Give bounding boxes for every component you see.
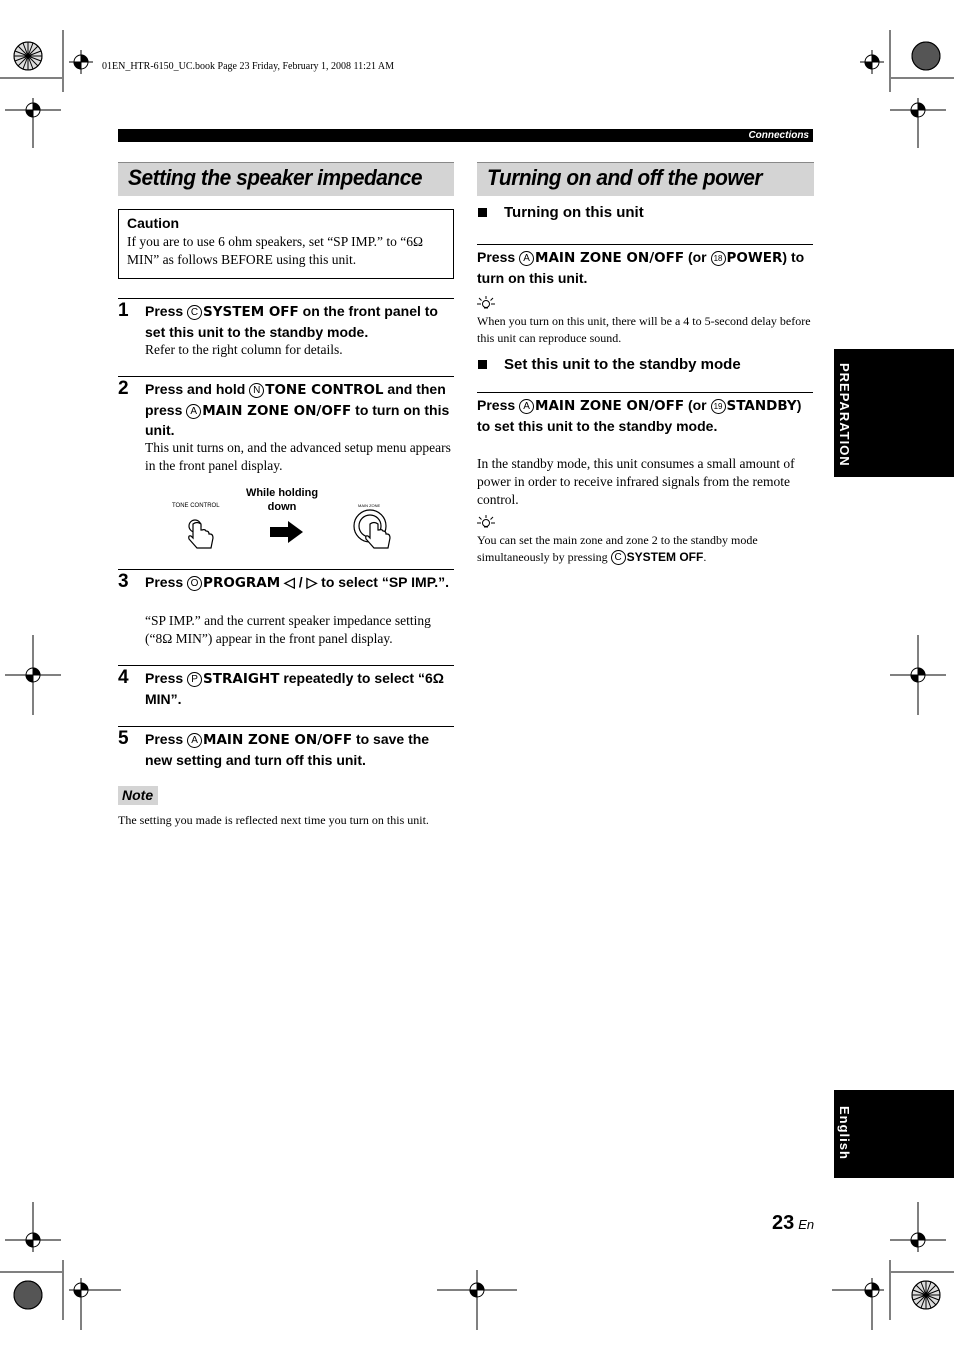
standby-subhead: Set this unit to the standby mode [504,356,741,373]
tone-control-label: TONE CONTROL [265,382,384,398]
main-zone-label: MAIN ZONE ON/OFF [202,402,352,419]
key-a-icon: A [186,404,201,419]
step-4-rule [118,665,454,666]
main-zone-press-icon [352,508,398,552]
arrow-right-icon [270,521,304,543]
step-5-number: 5 [118,728,129,749]
caution-body: If you are to use 6 ohm speakers, set “SP IMP.” to “6Ω MIN” as follows BEFORE using this unit. [127,234,423,267]
english-tab-label: English [837,1106,852,1160]
step-5-rule [118,726,454,727]
step-2-text: Press and hold N TONE CONTROL and then press A MAIN ZONE ON/OFF to turn on this unit. [145,381,450,438]
tip-1-body: When you turn on this unit, there will be a 4 to 5-second delay before this unit can reproduce sound. [477,314,811,345]
english-tab [834,1090,954,1178]
program-label: PROGRAM [203,575,281,591]
key-a-icon: A [519,251,534,266]
note-label-box [118,786,158,805]
section-header-bar [118,129,813,142]
standby-body: In the standby mode, this unit consumes a small amount of power in order to receive infrared signals from the remote control. [477,456,795,507]
step-2-body: This unit turns on, and the advanced setup menu appears in the front panel display. [145,440,451,473]
power-label: POWER [726,250,783,266]
square-bullet-icon [478,360,487,369]
tip-2-body: You can set the main zone and zone 2 to the standby mode simultaneously by pressing C SYSTEM OFF. [477,533,758,564]
square-bullet-icon [478,208,487,217]
key-c-icon: C [611,550,626,565]
turning-on-subhead: Turning on this unit [504,204,644,221]
key-n-icon: N [249,383,264,398]
page-suffix: En [798,1217,815,1232]
tone-control-press-icon [183,514,223,552]
book-info: 01EN_HTR-6150_UC.book Page 23 Friday, February 1, 2008 11:21 AM [102,61,395,72]
step-5-text: Press A MAIN ZONE ON/OFF to save the new setting and turn off this unit. [145,731,430,768]
tip-icon [477,296,495,310]
step-2-rule [118,376,454,377]
step-1-body: Refer to the right column for details. [145,342,343,357]
page-number: 23 [772,1212,795,1234]
step-2-number: 2 [118,378,129,399]
caution-box [118,209,454,279]
right-section-title-bar [477,162,814,196]
system-off-label: SYSTEM OFF [203,304,299,320]
step-4-text: Press P STRAIGHT repeatedly to select “6Ω MIN”. [145,670,444,707]
standby-step-text: Press A MAIN ZONE ON/OFF (or 19 STANDBY) to set this unit to the standby mode. [477,397,802,434]
key-p-icon: P [187,672,202,687]
key-o-icon: O [187,576,202,591]
step-1-text: Press C SYSTEM OFF on the front panel to set this unit to the standby mode. [145,303,438,340]
main-zone-label: MAIN ZONE ON/OFF [203,732,353,748]
main-zone-fig-label: MAIN ZONE [358,503,381,508]
turn-on-step-text: Press A MAIN ZONE ON/OFF (or 18 POWER) to turn on this unit. [477,249,805,286]
caution-title: Caution [127,215,180,231]
preparation-tab [834,349,954,477]
step-1-rule [118,298,454,299]
section-label: Connections [748,130,809,141]
note-body: The setting you made is reflected next time you turn on this unit. [118,813,429,827]
note-label: Note [122,787,154,803]
key-19-icon: 19 [711,399,726,414]
step-3-rule [118,569,454,570]
system-off-label: SYSTEM OFF [626,549,704,564]
page-number-group [772,1212,814,1235]
key-a-icon: A [519,399,534,414]
main-zone-label: MAIN ZONE ON/OFF [535,398,685,414]
tone-control-fig-label: TONE CONTROL [172,503,220,509]
tip-icon [477,515,495,529]
main-zone-label: MAIN ZONE ON/OFF [535,250,685,266]
right-section-title: Turning on and off the power [487,165,763,190]
standby-label: STANDBY [726,398,797,414]
step-3-body: “SP IMP.” and the current speaker impedance setting (“8Ω MIN”) appear in the front panel display. [145,613,431,646]
step-1-number: 1 [118,300,129,321]
step-3-text: Press O PROGRAM ◁ / ▷ to select “SP IMP.”. [145,574,450,591]
step-3-number: 3 [118,571,129,592]
preparation-tab-label: PREPARATION [837,363,852,467]
holding-down-label: While holding down [245,487,319,513]
turn-on-rule [477,244,813,245]
standby-rule [477,392,813,393]
key-18-icon: 18 [711,251,726,266]
key-c-icon: C [187,305,202,320]
left-section-title: Setting the speaker impedance [128,165,423,190]
left-section-title-bar [118,162,454,196]
key-a-icon: A [187,733,202,748]
straight-label: STRAIGHT [203,671,280,687]
step-4-number: 4 [118,667,129,688]
